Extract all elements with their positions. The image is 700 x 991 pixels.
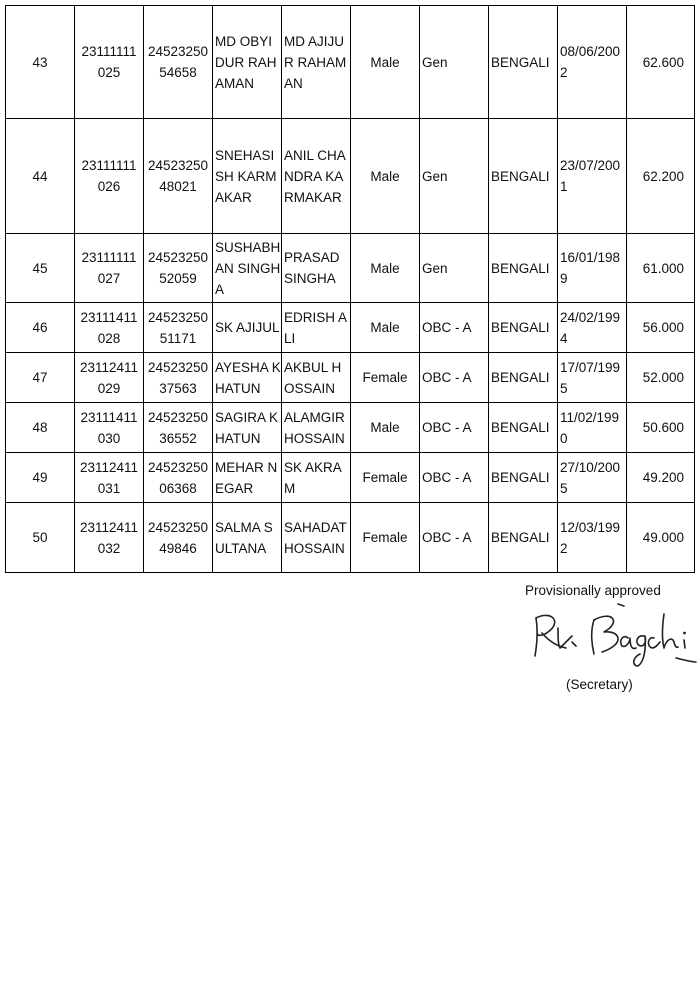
registration-number-cell bbox=[144, 119, 213, 234]
guardian-name-cell: ALAMGIR HOSSAIN bbox=[282, 403, 351, 453]
language-cell: BENGALI bbox=[489, 353, 558, 403]
marks-cell: 62.600 bbox=[627, 6, 695, 119]
registration-number-part: 36552 bbox=[159, 430, 197, 446]
application-number-cell bbox=[75, 403, 144, 453]
registration-number-part: 24523250 bbox=[147, 459, 209, 475]
marks-cell: 49.200 bbox=[627, 453, 695, 503]
language-cell: BENGALI bbox=[489, 453, 558, 503]
registration-number-cell bbox=[144, 503, 213, 573]
gender-cell: Male bbox=[351, 6, 420, 119]
dob-cell: 23/07/2001 bbox=[558, 119, 627, 234]
application-number-cell bbox=[75, 119, 144, 234]
gender-cell: Female bbox=[351, 353, 420, 403]
approval-note: Provisionally approved bbox=[525, 583, 661, 598]
application-number-part: 026 bbox=[97, 179, 121, 194]
language-cell: BENGALI bbox=[489, 119, 558, 234]
registration-number-part: 51171 bbox=[159, 330, 197, 346]
table-row bbox=[6, 119, 695, 234]
guardian-name-cell: SK AKRAM bbox=[282, 453, 351, 503]
application-number-part: 23111111 bbox=[81, 250, 137, 265]
serial-cell: 45 bbox=[6, 234, 75, 303]
application-number-cell bbox=[75, 353, 144, 403]
registration-number-part: 52059 bbox=[159, 271, 197, 286]
language-cell: BENGALI bbox=[489, 403, 558, 453]
category-cell: OBC - A bbox=[420, 503, 489, 573]
application-number-part: 025 bbox=[97, 65, 121, 80]
gender-cell: Male bbox=[351, 234, 420, 303]
registration-number-part: 24523250 bbox=[147, 359, 209, 375]
signature-image bbox=[528, 600, 698, 672]
application-number-part: 030 bbox=[97, 430, 121, 446]
application-number-part: 029 bbox=[97, 380, 121, 396]
dob-cell: 08/06/2002 bbox=[558, 6, 627, 119]
registration-number-cell bbox=[144, 6, 213, 119]
language-cell: BENGALI bbox=[489, 503, 558, 573]
language-cell: BENGALI bbox=[489, 6, 558, 119]
table-row bbox=[6, 353, 695, 403]
language-cell: BENGALI bbox=[489, 303, 558, 353]
application-number-part: 23112411 bbox=[79, 519, 139, 535]
application-number-part: 028 bbox=[97, 330, 121, 346]
candidate-name-cell: SALMA SULTANA bbox=[213, 503, 282, 573]
registration-number-cell bbox=[144, 453, 213, 503]
dob-cell: 12/03/1992 bbox=[558, 503, 627, 573]
application-number-part: 027 bbox=[97, 271, 121, 286]
serial-cell: 49 bbox=[6, 453, 75, 503]
gender-cell: Female bbox=[351, 503, 420, 573]
candidate-name-cell: MEHAR NEGAR bbox=[213, 453, 282, 503]
candidate-name-cell: SK AJIJUL bbox=[213, 303, 282, 353]
serial-cell: 50 bbox=[6, 503, 75, 573]
table-row bbox=[6, 234, 695, 303]
marks-cell: 52.000 bbox=[627, 353, 695, 403]
application-number-cell bbox=[75, 503, 144, 573]
registration-number-cell bbox=[144, 403, 213, 453]
marks-cell: 49.000 bbox=[627, 503, 695, 573]
application-number-part: 032 bbox=[97, 540, 121, 556]
application-number-cell bbox=[75, 6, 144, 119]
guardian-name-cell: SAHADAT HOSSAIN bbox=[282, 503, 351, 573]
gender-cell: Male bbox=[351, 403, 420, 453]
registration-number-part: 24523250 bbox=[147, 309, 209, 325]
category-cell: Gen bbox=[420, 6, 489, 119]
registration-number-part: 48021 bbox=[159, 179, 197, 194]
dob-cell: 16/01/1989 bbox=[558, 234, 627, 303]
gender-cell: Male bbox=[351, 303, 420, 353]
application-number-part: 23111111 bbox=[81, 158, 137, 173]
table-row bbox=[6, 453, 695, 503]
marks-cell: 62.200 bbox=[627, 119, 695, 234]
guardian-name-cell: PRASAD SINGHA bbox=[282, 234, 351, 303]
registration-number-cell bbox=[144, 234, 213, 303]
dob-cell: 27/10/2005 bbox=[558, 453, 627, 503]
registration-number-cell bbox=[144, 353, 213, 403]
gender-cell: Male bbox=[351, 119, 420, 234]
table-row bbox=[6, 503, 695, 573]
application-number-cell bbox=[75, 453, 144, 503]
serial-cell: 47 bbox=[6, 353, 75, 403]
language-cell: BENGALI bbox=[489, 234, 558, 303]
candidate-name-cell: MD OBYIDUR RAHAMAN bbox=[213, 6, 282, 119]
candidate-name-cell: SAGIRA KHATUN bbox=[213, 403, 282, 453]
registration-number-part: 06368 bbox=[159, 480, 197, 496]
serial-cell: 43 bbox=[6, 6, 75, 119]
category-cell: Gen bbox=[420, 119, 489, 234]
application-number-part: 031 bbox=[97, 480, 121, 496]
category-cell: OBC - A bbox=[420, 403, 489, 453]
application-number-cell bbox=[75, 303, 144, 353]
registration-number-part: 24523250 bbox=[147, 250, 209, 265]
serial-cell: 48 bbox=[6, 403, 75, 453]
registration-number-part: 24523250 bbox=[147, 44, 209, 59]
category-cell: Gen bbox=[420, 234, 489, 303]
registration-number-part: 54658 bbox=[159, 65, 197, 80]
candidate-name-cell: SNEHASISH KARMAKAR bbox=[213, 119, 282, 234]
gender-cell: Female bbox=[351, 453, 420, 503]
application-number-part: 23111411 bbox=[80, 409, 138, 425]
category-cell: OBC - A bbox=[420, 303, 489, 353]
table-row bbox=[6, 6, 695, 119]
marks-cell: 61.000 bbox=[627, 234, 695, 303]
serial-cell: 46 bbox=[6, 303, 75, 353]
application-number-cell bbox=[75, 234, 144, 303]
application-number-part: 23111411 bbox=[80, 309, 138, 325]
marks-cell: 50.600 bbox=[627, 403, 695, 453]
guardian-name-cell: ANIL CHANDRA KARMAKAR bbox=[282, 119, 351, 234]
marks-cell: 56.000 bbox=[627, 303, 695, 353]
dob-cell: 11/02/1990 bbox=[558, 403, 627, 453]
registration-number-cell bbox=[144, 303, 213, 353]
dob-cell: 24/02/1994 bbox=[558, 303, 627, 353]
candidate-name-cell: SUSHABHAN SINGHA bbox=[213, 234, 282, 303]
category-cell: OBC - A bbox=[420, 453, 489, 503]
table-row bbox=[6, 303, 695, 353]
guardian-name-cell: EDRISH ALI bbox=[282, 303, 351, 353]
category-cell: OBC - A bbox=[420, 353, 489, 403]
registration-number-part: 24523250 bbox=[147, 158, 209, 173]
registration-number-part: 37563 bbox=[159, 380, 197, 396]
guardian-name-cell: MD AJIJUR RAHAMAN bbox=[282, 6, 351, 119]
dob-cell: 17/07/1995 bbox=[558, 353, 627, 403]
application-number-part: 23111111 bbox=[81, 44, 137, 59]
application-number-part: 23112411 bbox=[79, 359, 139, 375]
registration-number-part: 24523250 bbox=[147, 409, 209, 425]
secretary-label: (Secretary) bbox=[566, 677, 633, 692]
table-row bbox=[6, 403, 695, 453]
application-number-part: 23112411 bbox=[79, 459, 139, 475]
merit-list-table bbox=[5, 5, 695, 573]
serial-cell: 44 bbox=[6, 119, 75, 234]
guardian-name-cell: AKBUL HOSSAIN bbox=[282, 353, 351, 403]
registration-number-part: 24523250 bbox=[147, 519, 209, 535]
candidate-name-cell: AYESHA KHATUN bbox=[213, 353, 282, 403]
registration-number-part: 49846 bbox=[159, 540, 197, 556]
